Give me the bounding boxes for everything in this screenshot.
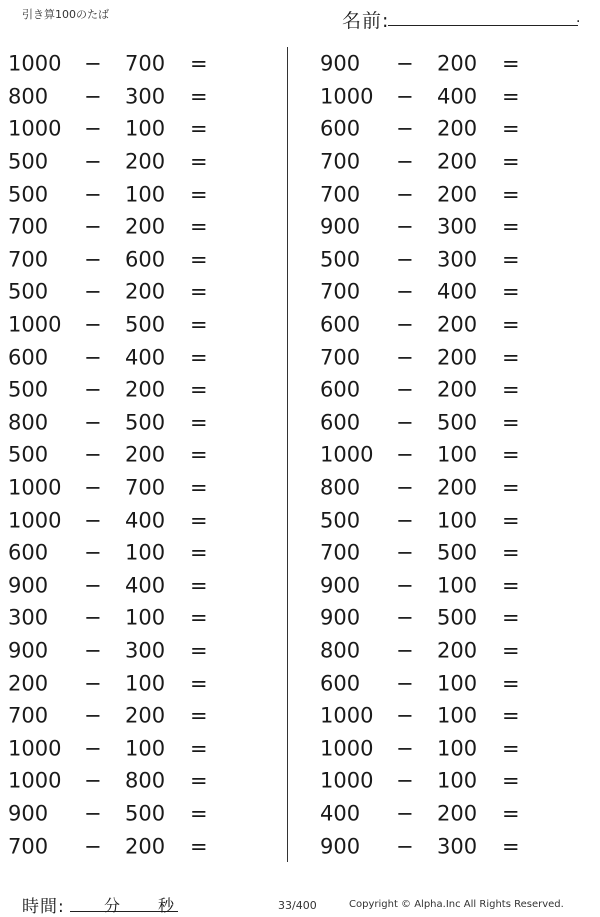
equals-sign: = bbox=[502, 540, 520, 565]
equals-sign: = bbox=[502, 116, 520, 141]
problem-row bbox=[0, 146, 288, 179]
subtrahend: 100 bbox=[125, 605, 166, 630]
minus-sign: − bbox=[84, 801, 102, 826]
subtrahend: 500 bbox=[437, 605, 478, 630]
problem-row bbox=[0, 472, 288, 505]
problem-row bbox=[312, 113, 600, 146]
problem-row bbox=[312, 732, 600, 765]
problem-row bbox=[0, 798, 288, 831]
column-divider bbox=[287, 47, 288, 862]
problem-row bbox=[0, 504, 288, 537]
problem-row bbox=[312, 407, 600, 440]
subtrahend: 500 bbox=[125, 801, 166, 826]
problem-row bbox=[312, 765, 600, 798]
equals-sign: = bbox=[502, 247, 520, 272]
minuend: 600 bbox=[320, 116, 361, 141]
subtrahend: 100 bbox=[437, 671, 478, 696]
minus-sign: − bbox=[84, 736, 102, 761]
minus-sign: − bbox=[396, 442, 414, 467]
minuend: 1000 bbox=[8, 768, 62, 793]
minuend: 500 bbox=[320, 247, 361, 272]
subtrahend: 100 bbox=[437, 703, 478, 728]
subtrahend: 400 bbox=[125, 508, 166, 533]
minuend: 700 bbox=[8, 834, 49, 859]
minuend: 600 bbox=[320, 410, 361, 435]
subtrahend: 100 bbox=[437, 768, 478, 793]
minuend: 700 bbox=[320, 182, 361, 207]
problem-row bbox=[312, 439, 600, 472]
minus-sign: − bbox=[84, 214, 102, 239]
minuend: 200 bbox=[8, 671, 49, 696]
minus-sign: − bbox=[396, 605, 414, 630]
subtrahend: 200 bbox=[437, 149, 478, 174]
equals-sign: = bbox=[502, 51, 520, 76]
problem-row bbox=[312, 276, 600, 309]
equals-sign: = bbox=[190, 312, 208, 337]
equals-sign: = bbox=[190, 51, 208, 76]
equals-sign: = bbox=[190, 703, 208, 728]
problem-row bbox=[0, 537, 288, 570]
minuend: 900 bbox=[8, 638, 49, 663]
time-label: 時間: bbox=[22, 897, 65, 917]
problem-row bbox=[0, 178, 288, 211]
problem-row bbox=[312, 341, 600, 374]
name-field-line bbox=[388, 25, 578, 26]
name-label: 名前: bbox=[342, 10, 390, 32]
subtrahend: 200 bbox=[125, 442, 166, 467]
minus-sign: − bbox=[84, 279, 102, 304]
minus-sign: − bbox=[84, 703, 102, 728]
minus-sign: − bbox=[396, 182, 414, 207]
equals-sign: = bbox=[190, 573, 208, 598]
equals-sign: = bbox=[190, 377, 208, 402]
minus-sign: − bbox=[396, 51, 414, 76]
subtrahend: 200 bbox=[125, 279, 166, 304]
minuend: 500 bbox=[8, 182, 49, 207]
minus-sign: − bbox=[396, 345, 414, 370]
equals-sign: = bbox=[190, 84, 208, 109]
equals-sign: = bbox=[502, 442, 520, 467]
equals-sign: = bbox=[190, 345, 208, 370]
subtrahend: 300 bbox=[437, 834, 478, 859]
problem-row bbox=[312, 700, 600, 733]
page-number: 33/400 bbox=[278, 899, 317, 912]
minuend: 900 bbox=[320, 605, 361, 630]
problem-row bbox=[312, 504, 600, 537]
problem-row bbox=[312, 602, 600, 635]
subtrahend: 200 bbox=[125, 149, 166, 174]
minuend: 1000 bbox=[320, 736, 374, 761]
minus-sign: − bbox=[396, 573, 414, 598]
minuend: 700 bbox=[320, 540, 361, 565]
subtrahend: 200 bbox=[437, 182, 478, 207]
subtrahend: 500 bbox=[125, 312, 166, 337]
problem-column-right bbox=[312, 48, 600, 863]
equals-sign: = bbox=[190, 442, 208, 467]
equals-sign: = bbox=[502, 801, 520, 826]
equals-sign: = bbox=[190, 149, 208, 174]
minus-sign: − bbox=[84, 51, 102, 76]
minuend: 1000 bbox=[8, 312, 62, 337]
equals-sign: = bbox=[190, 116, 208, 141]
subtrahend: 100 bbox=[125, 116, 166, 141]
minuend: 1000 bbox=[320, 84, 374, 109]
problem-row bbox=[0, 211, 288, 244]
minus-sign: − bbox=[84, 84, 102, 109]
minuend: 500 bbox=[8, 279, 49, 304]
equals-sign: = bbox=[502, 312, 520, 337]
problem-row bbox=[312, 570, 600, 603]
minus-sign: − bbox=[84, 768, 102, 793]
minuend: 800 bbox=[320, 475, 361, 500]
problem-row bbox=[312, 81, 600, 114]
problem-row bbox=[0, 113, 288, 146]
problem-row bbox=[312, 309, 600, 342]
minuend: 600 bbox=[8, 540, 49, 565]
minuend: 900 bbox=[320, 573, 361, 598]
equals-sign: = bbox=[502, 508, 520, 533]
minus-sign: − bbox=[84, 638, 102, 663]
equals-sign: = bbox=[190, 768, 208, 793]
minus-sign: − bbox=[396, 638, 414, 663]
minuend: 700 bbox=[8, 703, 49, 728]
subtrahend: 300 bbox=[125, 84, 166, 109]
subtrahend: 200 bbox=[125, 703, 166, 728]
equals-sign: = bbox=[502, 84, 520, 109]
problem-column-left bbox=[0, 48, 288, 863]
minus-sign: − bbox=[396, 834, 414, 859]
subtrahend: 200 bbox=[437, 801, 478, 826]
minuend: 800 bbox=[320, 638, 361, 663]
subtrahend: 300 bbox=[437, 247, 478, 272]
minuend: 500 bbox=[8, 442, 49, 467]
subtrahend: 200 bbox=[437, 51, 478, 76]
equals-sign: = bbox=[190, 475, 208, 500]
equals-sign: = bbox=[190, 671, 208, 696]
minuend: 900 bbox=[8, 801, 49, 826]
problem-row bbox=[0, 732, 288, 765]
minus-sign: − bbox=[396, 801, 414, 826]
equals-sign: = bbox=[190, 801, 208, 826]
subtrahend: 800 bbox=[125, 768, 166, 793]
subtrahend: 200 bbox=[125, 834, 166, 859]
problem-row bbox=[0, 635, 288, 668]
problem-row bbox=[0, 374, 288, 407]
seconds-label: 秒 bbox=[158, 896, 175, 915]
minus-sign: − bbox=[396, 540, 414, 565]
problem-row bbox=[0, 244, 288, 277]
minuend: 500 bbox=[8, 149, 49, 174]
minuend: 900 bbox=[320, 834, 361, 859]
minus-sign: − bbox=[396, 84, 414, 109]
equals-sign: = bbox=[502, 182, 520, 207]
subtrahend: 100 bbox=[125, 540, 166, 565]
subtrahend: 500 bbox=[125, 410, 166, 435]
minuend: 600 bbox=[8, 345, 49, 370]
equals-sign: = bbox=[502, 573, 520, 598]
minus-sign: − bbox=[396, 671, 414, 696]
minus-sign: − bbox=[84, 442, 102, 467]
copyright-text: Copyright © Alpha.Inc All Rights Reserved. bbox=[349, 899, 564, 910]
problem-row bbox=[312, 178, 600, 211]
minus-sign: − bbox=[84, 475, 102, 500]
minuend: 700 bbox=[320, 149, 361, 174]
minus-sign: − bbox=[396, 116, 414, 141]
problem-row bbox=[0, 830, 288, 863]
subtrahend: 300 bbox=[125, 638, 166, 663]
minuend: 700 bbox=[320, 279, 361, 304]
minuend: 600 bbox=[320, 312, 361, 337]
problem-row bbox=[312, 146, 600, 179]
minuend: 1000 bbox=[8, 736, 62, 761]
subtrahend: 400 bbox=[125, 573, 166, 598]
problem-row bbox=[312, 537, 600, 570]
subtrahend: 700 bbox=[125, 51, 166, 76]
equals-sign: = bbox=[190, 540, 208, 565]
minus-sign: − bbox=[84, 834, 102, 859]
equals-sign: = bbox=[502, 638, 520, 663]
equals-sign: = bbox=[502, 410, 520, 435]
equals-sign: = bbox=[502, 345, 520, 370]
subtrahend: 700 bbox=[125, 475, 166, 500]
problem-row bbox=[0, 439, 288, 472]
minus-sign: − bbox=[84, 671, 102, 696]
subtrahend: 100 bbox=[125, 671, 166, 696]
equals-sign: = bbox=[190, 834, 208, 859]
subtrahend: 100 bbox=[437, 508, 478, 533]
subtrahend: 100 bbox=[437, 736, 478, 761]
minus-sign: − bbox=[84, 149, 102, 174]
minuend: 1000 bbox=[8, 116, 62, 141]
equals-sign: = bbox=[190, 247, 208, 272]
problem-row bbox=[312, 211, 600, 244]
problem-row bbox=[0, 700, 288, 733]
minuend: 1000 bbox=[8, 508, 62, 533]
equals-sign: = bbox=[190, 214, 208, 239]
problem-row bbox=[0, 341, 288, 374]
subtrahend: 600 bbox=[125, 247, 166, 272]
minus-sign: − bbox=[396, 768, 414, 793]
minus-sign: − bbox=[84, 116, 102, 141]
minus-sign: − bbox=[84, 508, 102, 533]
problem-row bbox=[0, 48, 288, 81]
equals-sign: = bbox=[190, 638, 208, 663]
minuend: 600 bbox=[320, 671, 361, 696]
subtrahend: 200 bbox=[437, 638, 478, 663]
minuend: 1000 bbox=[320, 768, 374, 793]
problem-row bbox=[312, 667, 600, 700]
subtrahend: 200 bbox=[125, 214, 166, 239]
subtrahend: 400 bbox=[125, 345, 166, 370]
subtrahend: 200 bbox=[125, 377, 166, 402]
minuend: 700 bbox=[8, 247, 49, 272]
minus-sign: − bbox=[396, 149, 414, 174]
minuend: 800 bbox=[8, 410, 49, 435]
subtrahend: 400 bbox=[437, 279, 478, 304]
minuend: 300 bbox=[8, 605, 49, 630]
minuend: 900 bbox=[8, 573, 49, 598]
minus-sign: − bbox=[84, 573, 102, 598]
minus-sign: − bbox=[396, 703, 414, 728]
minus-sign: − bbox=[84, 247, 102, 272]
equals-sign: = bbox=[190, 508, 208, 533]
subtrahend: 200 bbox=[437, 345, 478, 370]
problem-row bbox=[312, 472, 600, 505]
equals-sign: = bbox=[502, 279, 520, 304]
problem-row bbox=[0, 407, 288, 440]
equals-sign: = bbox=[190, 605, 208, 630]
equals-sign: = bbox=[502, 605, 520, 630]
minutes-label: 分 bbox=[104, 896, 121, 915]
problem-row bbox=[312, 374, 600, 407]
minuend: 1000 bbox=[8, 475, 62, 500]
subtrahend: 500 bbox=[437, 410, 478, 435]
equals-sign: = bbox=[502, 475, 520, 500]
equals-sign: = bbox=[502, 834, 520, 859]
minus-sign: − bbox=[396, 508, 414, 533]
minuend: 600 bbox=[320, 377, 361, 402]
minus-sign: − bbox=[396, 247, 414, 272]
subtrahend: 200 bbox=[437, 475, 478, 500]
subtrahend: 400 bbox=[437, 84, 478, 109]
worksheet-title: 引き算100のたば bbox=[22, 8, 109, 21]
minus-sign: − bbox=[84, 410, 102, 435]
equals-sign: = bbox=[190, 182, 208, 207]
minuend: 1000 bbox=[320, 703, 374, 728]
minuend: 500 bbox=[320, 508, 361, 533]
minus-sign: − bbox=[84, 605, 102, 630]
minus-sign: − bbox=[396, 475, 414, 500]
equals-sign: = bbox=[190, 736, 208, 761]
equals-sign: = bbox=[502, 768, 520, 793]
equals-sign: = bbox=[190, 410, 208, 435]
name-field-dot: . bbox=[576, 10, 581, 26]
minus-sign: − bbox=[396, 214, 414, 239]
minuend: 700 bbox=[8, 214, 49, 239]
minus-sign: − bbox=[396, 410, 414, 435]
minus-sign: − bbox=[396, 312, 414, 337]
equals-sign: = bbox=[502, 214, 520, 239]
problem-row bbox=[0, 602, 288, 635]
minus-sign: − bbox=[84, 540, 102, 565]
minuend: 500 bbox=[8, 377, 49, 402]
minuend: 1000 bbox=[8, 51, 62, 76]
problem-row bbox=[312, 798, 600, 831]
equals-sign: = bbox=[190, 279, 208, 304]
subtrahend: 100 bbox=[125, 736, 166, 761]
subtrahend: 100 bbox=[125, 182, 166, 207]
minus-sign: − bbox=[396, 279, 414, 304]
problem-row bbox=[0, 309, 288, 342]
equals-sign: = bbox=[502, 703, 520, 728]
equals-sign: = bbox=[502, 149, 520, 174]
minus-sign: − bbox=[84, 182, 102, 207]
problem-row bbox=[312, 830, 600, 863]
minus-sign: − bbox=[84, 377, 102, 402]
subtrahend: 100 bbox=[437, 573, 478, 598]
problem-row bbox=[0, 276, 288, 309]
minus-sign: − bbox=[396, 377, 414, 402]
subtrahend: 200 bbox=[437, 312, 478, 337]
equals-sign: = bbox=[502, 736, 520, 761]
problem-row bbox=[0, 81, 288, 114]
minuend: 700 bbox=[320, 345, 361, 370]
problem-row bbox=[0, 765, 288, 798]
minuend: 400 bbox=[320, 801, 361, 826]
minus-sign: − bbox=[396, 736, 414, 761]
problem-row bbox=[312, 48, 600, 81]
equals-sign: = bbox=[502, 671, 520, 696]
minuend: 900 bbox=[320, 214, 361, 239]
problem-row bbox=[0, 570, 288, 603]
problem-row bbox=[312, 244, 600, 277]
minuend: 1000 bbox=[320, 442, 374, 467]
problem-row bbox=[312, 635, 600, 668]
minuend: 800 bbox=[8, 84, 49, 109]
subtrahend: 500 bbox=[437, 540, 478, 565]
subtrahend: 200 bbox=[437, 116, 478, 141]
problem-row bbox=[0, 667, 288, 700]
minuend: 900 bbox=[320, 51, 361, 76]
minus-sign: − bbox=[84, 345, 102, 370]
subtrahend: 300 bbox=[437, 214, 478, 239]
subtrahend: 200 bbox=[437, 377, 478, 402]
equals-sign: = bbox=[502, 377, 520, 402]
minus-sign: − bbox=[84, 312, 102, 337]
subtrahend: 100 bbox=[437, 442, 478, 467]
